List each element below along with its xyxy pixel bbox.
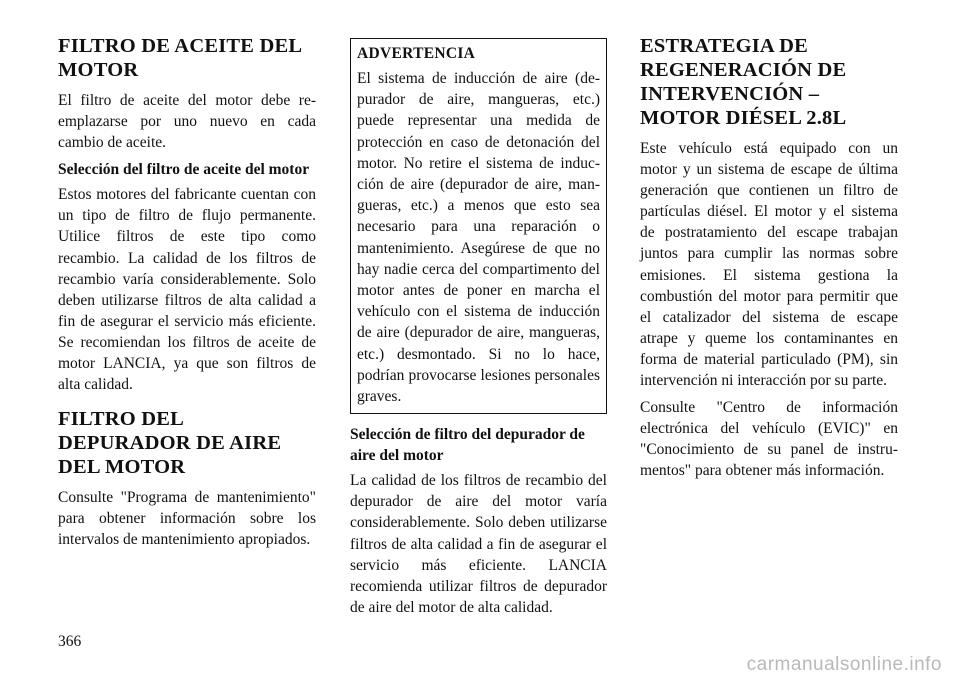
paragraph-oil-filter-intro: El filtro de aceite del motor debe reemplazarse por uno nuevo en cada cambio de aceite. — [58, 92, 316, 152]
watermark: carmanualsonline.info — [746, 654, 942, 675]
paragraph-air-cleaner-maintenance: Consulte "Programa de mantenimiento" para obtener información sobre los intervalos de mantenimiento apropiados. — [58, 489, 316, 549]
section-heading-oil-filter: FILTRO DE ACEITE DEL MOTOR — [58, 35, 302, 81]
paragraph-evic-reference: Consulte "Centro de información electrónica del vehículo (EVIC)" en "Conocimiento de su panel de instrumentos" para obtener más información. — [640, 399, 898, 480]
middle-column — [350, 30, 607, 624]
section-heading-regeneration-strategy: ESTRATEGIA DE REGENERACIÓN DE INTERVENCIÓN – MOTOR DIÉSEL 2.8L — [640, 35, 847, 129]
page-number: 366 — [58, 633, 82, 650]
warning-text: El sistema de inducción de aire (depurador de aire, mangueras, etc.) puede representar una medida de protección en caso de detonación del motor. No retire el sistema de inducción de aire (depurador de aire, mangueras, etc.) a menos que esto sea necesario para una reparación o mantenimiento. Asegúrese de que no hay nadie cerca del compartimento del motor antes de poner en marcha el vehículo con el sistema de inducción de aire (depurador de aire, mangueras, etc.) desmontado. Si no lo hace, podrían provocarse lesiones personales graves. — [357, 70, 600, 406]
left-column — [58, 30, 316, 557]
section-heading-air-cleaner-filter: FILTRO DEL DEPURADOR DE AIRE DEL MOTOR — [58, 408, 282, 479]
warning-box — [350, 38, 607, 414]
right-column — [640, 30, 898, 488]
warning-title: ADVERTENCIA — [357, 45, 476, 62]
paragraph-diesel-particulate-filter: Este vehículo está equipado con un motor y un sistema de escape de última generación que contienen un filtro de partículas diésel. El motor y el sistema de postratamiento del escape trabajan juntos para cumplir las normas sobre emisiones. El sistema gestiona la combustión del motor para permitir que el catalizador del sistema de escape atrape y queme los contaminantes en forma de material particulado (PM), sin intervención ni interacción por su parte. — [640, 140, 898, 390]
paragraph-oil-filter-selection: Estos motores del fabricante cuentan con un tipo de filtro de flujo permanente. Utilice filtros de este tipo como recambio. La calidad de los filtros de recambio varía considerablemente. Solo deben utilizarse filtros de alta calidad a fin de asegurar el servicio más eficiente. Se recomiendan los filtros de aceite de motor LANCIA, ya que son filtros de alta calidad. — [58, 186, 316, 394]
subheading-oil-filter-selection: Selección del filtro de aceite del motor — [58, 161, 310, 179]
subheading-air-cleaner-selection: Selección de filtro del depurador de aire del motor — [350, 426, 585, 465]
paragraph-air-cleaner-selection: La calidad de los filtros de recambio del depurador de aire del motor varía considerablemente. Solo deben utilizarse filtros de alta calidad a fin de asegurar el servicio más eficiente. LANCIA recomienda utilizar filtros de depurador de aire del motor de alta calidad. — [350, 472, 607, 616]
